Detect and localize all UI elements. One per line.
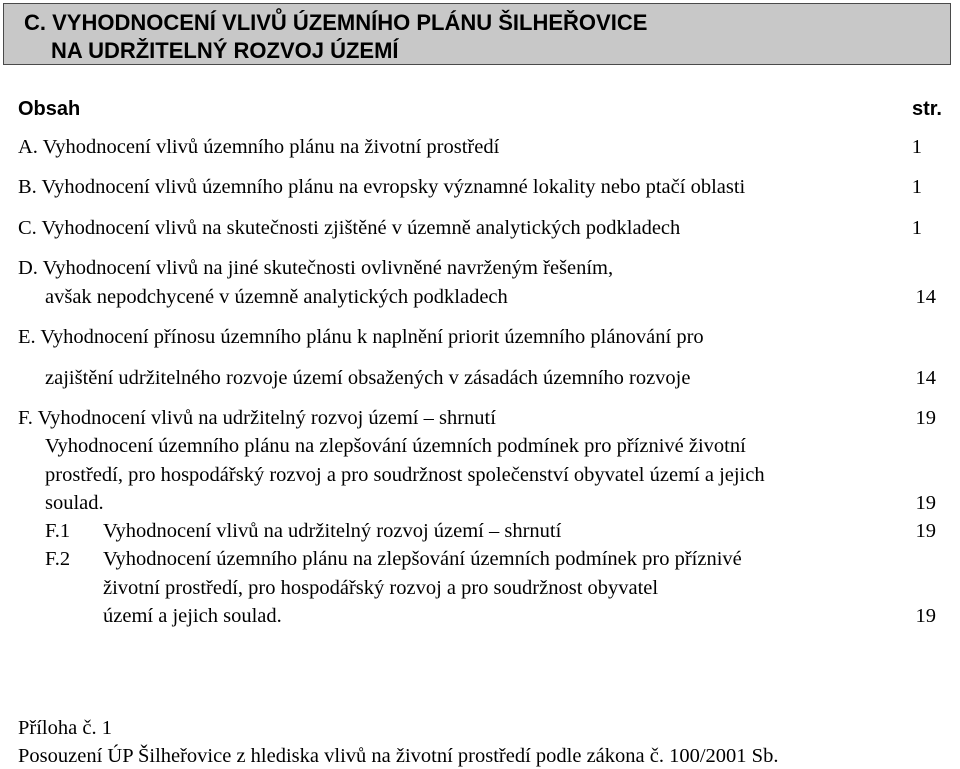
toc-entry-b[interactable]: B. Vyhodnocení vlivů územního plánu na evropsky významné lokality nebo ptačí oblasti: [18, 176, 746, 198]
toc-page-b: 1: [911, 176, 922, 198]
toc-entry-f2-line1[interactable]: Vyhodnocení územního plánu na zlepšování územních podmínek pro příznivé: [103, 548, 742, 570]
toc-entry-f2-line3[interactable]: území a jejich soulad.: [103, 605, 282, 627]
toc-entry-f-line2[interactable]: Vyhodnocení územního plánu na zlepšování územních podmínek pro příznivé životní: [45, 435, 746, 457]
toc-page-f1: 19: [915, 520, 936, 542]
toc-page-f2: 19: [915, 605, 936, 627]
toc-page-c: 1: [911, 217, 922, 239]
toc-entry-d-line2[interactable]: avšak nepodchycené v územně analytických podkladech: [45, 286, 508, 308]
toc-entry-e-line2[interactable]: zajištění udržitelného rozvoje území obsažených v zásadách územního rozvoje: [45, 367, 691, 389]
toc-page-a: 1: [911, 136, 922, 158]
appendix-title[interactable]: Posouzení ÚP Šilheřovice z hlediska vlivů na životní prostředí podle zákona č. 100/2001 Sb.: [18, 745, 779, 767]
toc-page-d: 14: [915, 286, 936, 308]
toc-entry-f2-number: F.2: [45, 548, 71, 570]
appendix-label: Příloha č. 1: [18, 717, 112, 739]
toc-page-e: 14: [915, 367, 936, 389]
toc-heading: Obsah: [18, 98, 81, 120]
toc-entry-f-line4[interactable]: soulad.: [45, 492, 104, 514]
toc-entry-d-line1[interactable]: D. Vyhodnocení vlivů na jiné skutečnosti ovlivněné navrženým řešením,: [18, 257, 614, 279]
toc-entry-f-line1[interactable]: F. Vyhodnocení vlivů na udržitelný rozvoj území – shrnutí: [18, 407, 496, 429]
section-title-line1: C. VYHODNOCENÍ VLIVŮ ÚZEMNÍHO PLÁNU ŠILHEŘOVICE: [24, 10, 648, 35]
toc-page-heading: str.: [911, 98, 942, 120]
toc-page-f-soulad: 19: [915, 492, 936, 514]
toc-entry-e-line1[interactable]: E. Vyhodnocení přínosu územního plánu k naplnění priorit územního plánování pro: [18, 326, 704, 348]
toc-entry-f1[interactable]: Vyhodnocení vlivů na udržitelný rozvoj území – shrnutí: [103, 520, 562, 542]
toc-entry-a[interactable]: A. Vyhodnocení vlivů územního plánu na životní prostředí: [18, 136, 500, 158]
toc-entry-c[interactable]: C. Vyhodnocení vlivů na skutečnosti zjištěné v územně analytických podkladech: [18, 217, 681, 239]
toc-entry-f2-line2[interactable]: životní prostředí, pro hospodářský rozvoj a pro soudržnost obyvatel: [103, 577, 659, 599]
section-title-line2: NA UDRŽITELNÝ ROZVOJ ÚZEMÍ: [51, 38, 399, 63]
toc-entry-f1-number: F.1: [45, 520, 71, 542]
toc-entry-f-line3[interactable]: prostředí, pro hospodářský rozvoj a pro soudržnost společenství obyvatel území a jejich: [45, 464, 765, 486]
section-header: [3, 3, 951, 65]
toc-page-f: 19: [915, 407, 936, 429]
